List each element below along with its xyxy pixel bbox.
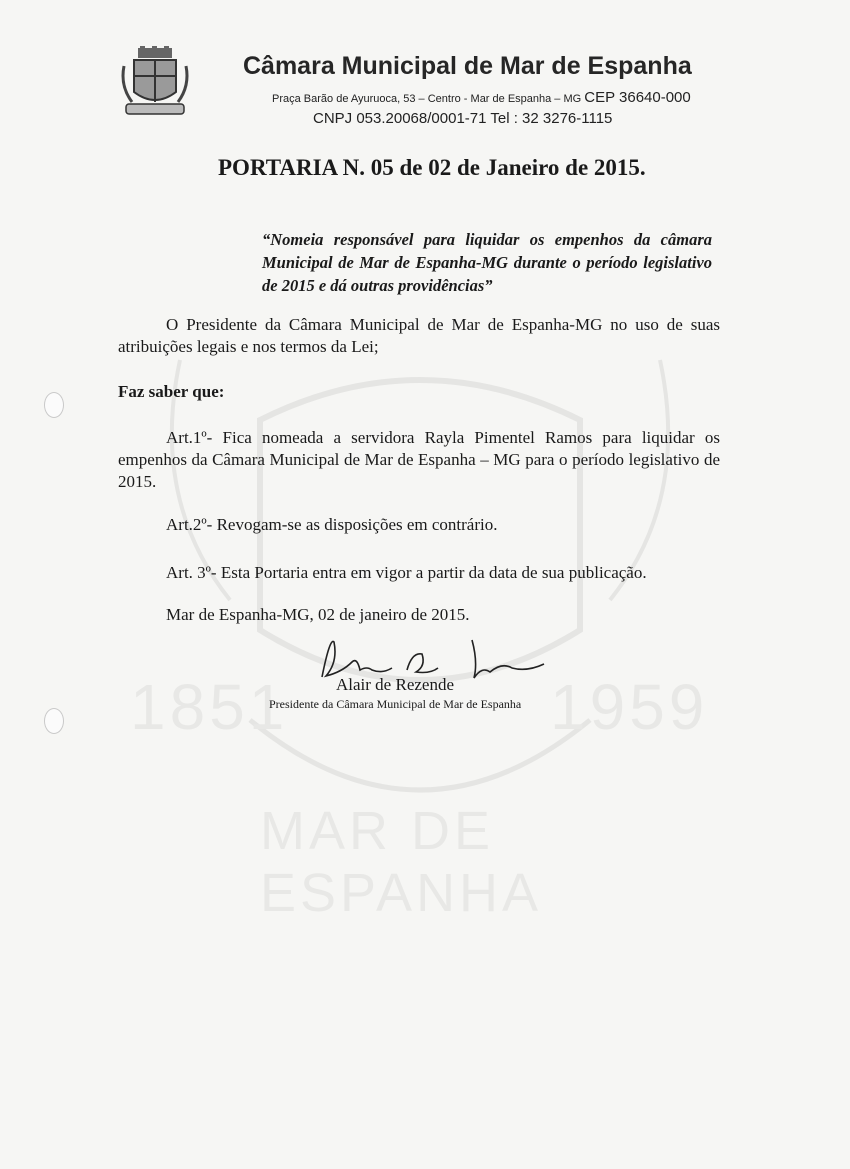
signer-name: Alair de Rezende	[336, 675, 454, 694]
article-1: Art.1º- Fica nomeada a servidora Rayla Pimentel Ramos para liquidar os empenhos da Câmara Municipal de Mar de Espanha – MG para o período legislativo de 2015.	[118, 428, 720, 491]
ementa: “Nomeia responsável para liquidar os empenhos da câmara Municipal de Mar de Espanha-MG durante o período legislativo de 2015 e dá outras providências”	[262, 230, 712, 295]
place-date: Mar de Espanha-MG, 02 de janeiro de 2015.	[166, 605, 470, 624]
punch-hole	[44, 708, 64, 734]
watermark-year-right: 1959	[550, 671, 709, 743]
punch-hole	[44, 392, 64, 418]
postal-code: CEP 36640-000	[584, 89, 691, 106]
watermark-city: MAR DE ESPANHA	[260, 801, 543, 923]
article-2: Art.2º- Revogam-se as disposições em contrário.	[166, 515, 498, 534]
signer-role: Presidente da Câmara Municipal de Mar de Espanha	[269, 697, 522, 711]
org-address	[272, 89, 691, 106]
cnpj-phone: CNPJ 053.20068/0001-71 Tel : 32 3276-1115	[313, 110, 613, 127]
article-3: Art. 3º- Esta Portaria entra em vigor a partir da data de sua publicação.	[166, 563, 647, 582]
address-text: Praça Barão de Ayuruoca, 53 – Centro - Mar de Espanha – MG	[272, 93, 582, 105]
preamble: O Presidente da Câmara Municipal de Mar de Espanha-MG no uso de suas atribuições legais e nos termos da Lei;	[118, 315, 720, 356]
coat-of-arms-icon	[118, 46, 192, 120]
faz-saber-heading: Faz saber que:	[118, 382, 225, 401]
watermark-year-left: 1851	[130, 671, 289, 743]
document-title: PORTARIA N. 05 de 02 de Janeiro de 2015.	[218, 155, 646, 180]
org-name: Câmara Municipal de Mar de Espanha	[243, 52, 692, 80]
